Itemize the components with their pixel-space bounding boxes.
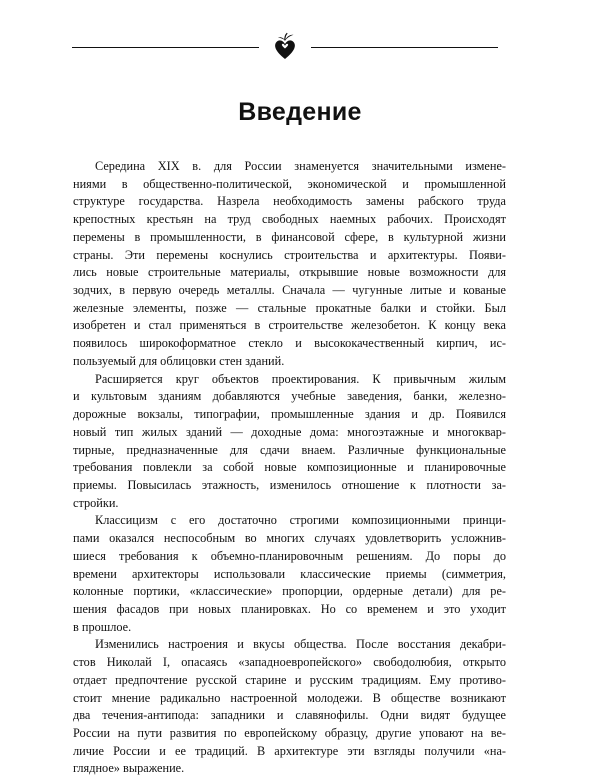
body-text (73, 158, 506, 778)
text-line: страны. Эти перемены коснулись строительства и архитектуры. Появи- (73, 247, 506, 262)
text-line: лись новые строительные материалы, открывшие новые возможности для (73, 265, 506, 280)
heart-flourish-icon (272, 32, 298, 60)
text-line: и культовым зданиям добавляются учебные заведения, банки, железно- (73, 389, 506, 404)
ornament-rule-left (72, 47, 259, 48)
text-line: пользуемый для облицовки стен зданий. (73, 353, 285, 368)
text-line: перемены в промышленности, в финансовой сфере, в культурной жизни (73, 229, 506, 244)
text-line: требования повлекли за собой новые композиционные и планировочные (73, 460, 506, 475)
text-line: крепостных крестьян на труд свободных наемных рабочих. Происходят (73, 212, 506, 227)
text-line: приемы. Повысилась этажность, изменилось отношение к плотности за- (73, 477, 506, 492)
text-line: личие России и ее традиций. В архитектуре эти взгляды получили «на- (73, 743, 506, 758)
text-line: зодчих, в первую очередь металлы. Сначала — чугунные литые и кованые (73, 283, 506, 298)
text-line: тирные, предназначенные для сдачи внаем. Различные функциональные (73, 442, 506, 457)
text-line: шиеся требования к объемно-планировочным решениям. До поры до (73, 548, 506, 563)
text-line: России на пути развития по европейскому образцу, другие уповают на ве- (73, 726, 506, 740)
text-line: Изменились настроения и вкусы общества. После восстания декабри- (95, 637, 506, 652)
text-line: колонные портики, «классические» пропорции, ордерные детали) для ре- (73, 584, 506, 599)
text-line: времени архитекторы использовали классические приемы (симметрия, (73, 566, 506, 581)
paragraph (73, 636, 506, 778)
text-line: Середина XIX в. для России знаменуется значительными измене- (95, 159, 506, 173)
paragraph (73, 371, 506, 513)
header-ornament (72, 32, 498, 60)
text-line: стройки. (73, 495, 119, 510)
text-line: структуре государства. Назрела необходимость замены рабского труда (73, 194, 506, 209)
page-title: Введение (238, 98, 362, 126)
text-line: отдает предпочтение русской старине и русским традициям. Ему противо- (73, 672, 506, 687)
text-line: глядное» выражение. (73, 761, 185, 776)
text-line: Классицизм с его достаточно строгими композиционными принци- (95, 513, 506, 528)
text-line: шения фасадов при новых планировках. Но со временем и это уходит (73, 601, 506, 616)
text-line: железные элементы, позже — стальные прокатные балки и стойки. Был (73, 300, 506, 315)
text-line: появилось широкоформатное стекло и высококачественный кирпич, ис- (73, 336, 506, 351)
text-line: Расширяется круг объектов проектирования. К привычным жилым (95, 371, 506, 386)
ornament-rule-right (311, 47, 498, 48)
text-line: два течения-антипода: западники и славянофилы. Одни видят будущее (73, 708, 506, 723)
paragraph (73, 512, 506, 636)
text-line: новый тип жилых зданий — доходные дома: многоэтажные и многоквар- (73, 424, 506, 439)
text-line: стоит мнение радикально настроенной молодежи. В обществе возникают (73, 690, 506, 705)
text-line: пами оказался неспособным во многих случаях удовлетворить усложнив- (73, 531, 506, 546)
text-line: ниями в общественно-политической, экономической и промышленной (73, 176, 506, 191)
text-line: стов Николай I, опасаясь «западноевропейского» свободолюбия, открыто (73, 655, 506, 670)
paragraph (73, 158, 506, 371)
text-line: дорожные вокзалы, типографии, промышленные здания и др. Появился (73, 407, 506, 422)
text-line: изобретен и стал применяться в строительстве железобетон. К концу века (73, 318, 506, 333)
text-line: в прошлое. (73, 619, 132, 634)
